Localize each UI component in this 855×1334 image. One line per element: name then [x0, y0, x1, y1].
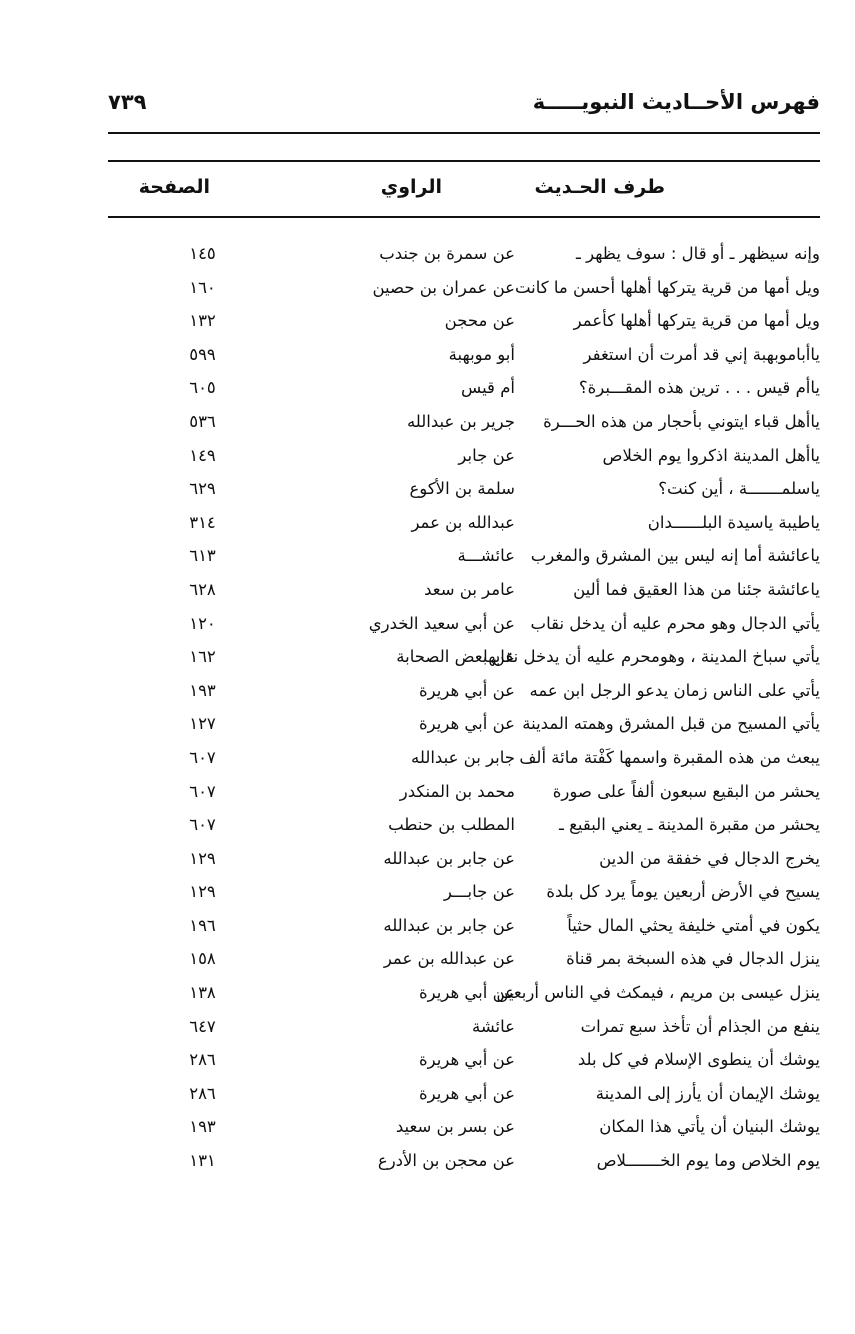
table-row — [108, 1147, 820, 1181]
page-reference: ١٥٨ — [189, 949, 216, 969]
table-row — [108, 710, 820, 744]
page-reference: ٦٠٧ — [189, 747, 216, 767]
page-reference: ١٤٥ — [189, 244, 216, 263]
narrator: عن أبي هريرة — [419, 1083, 515, 1103]
hadith-incipit: ويل أمها من قرية يتركها أهلها أحسن ما كانت — [514, 277, 820, 297]
hadith-incipit: ويل أمها من قرية يتركها أهلها كأعمر — [573, 311, 820, 331]
table-row — [108, 341, 820, 375]
hadith-incipit: ياأهل المدينة اذكروا يوم الخلاص — [602, 445, 820, 465]
page-reference: ١٣١ — [189, 1151, 216, 1171]
hadith-incipit: وإنه سيظهر ـ أو قال : سوف يظهر ـ — [576, 244, 820, 263]
narrator: عن أبي هريرة — [419, 680, 515, 700]
narrator: عائشة — [471, 1016, 515, 1036]
page-reference: ٦٤٧ — [189, 1016, 216, 1036]
page-reference: ٦٠٧ — [189, 781, 216, 801]
narrator: عبدالله بن عمر — [411, 512, 515, 532]
narrator: عن محجن — [444, 311, 515, 331]
table-row — [108, 912, 820, 946]
table-row — [108, 811, 820, 845]
running-title: فهرس الأحــاديث النبويـــــة — [532, 90, 820, 114]
table-header-rule — [108, 216, 820, 218]
narrator: سلمة بن الأكوع — [409, 479, 515, 499]
table-row — [108, 408, 820, 442]
narrator: عن سمرة بن جندب — [379, 244, 515, 263]
hadith-incipit: يوم الخلاص وما يوم الخـــــــلاص — [596, 1151, 820, 1171]
table-header — [108, 168, 820, 212]
table-row — [108, 845, 820, 879]
index-table-body — [108, 240, 820, 1181]
table-row — [108, 576, 820, 610]
narrator: أم قيس — [461, 378, 515, 398]
page-reference: ١٢٩ — [189, 848, 216, 868]
narrator: عن أبي هريرة — [419, 983, 515, 1003]
page-reference: ٦٠٧ — [189, 815, 216, 835]
hadith-incipit: يأتي الدجال وهو محرم عليه أن يدخل نقاب — [530, 613, 820, 633]
table-row — [108, 274, 820, 308]
page-reference: ١٦٠ — [189, 277, 216, 297]
table-row — [108, 1113, 820, 1147]
narrator: عن عمران بن حصين — [372, 277, 515, 297]
page-reference: ١٢٧ — [189, 714, 216, 734]
table-row — [108, 1046, 820, 1080]
page-reference: ١٣٢ — [189, 311, 216, 331]
page-reference: ٦٢٩ — [189, 479, 216, 499]
table-row — [108, 374, 820, 408]
hadith-incipit: ينزل عيسى بن مريم ، فيمكث في الناس أربعين — [496, 983, 820, 1003]
table-row — [108, 509, 820, 543]
hadith-incipit: ياعائشة جئنا من هذا العقيق فما ألين — [573, 579, 820, 599]
column-header-hadith: طرف الحـديث — [534, 176, 665, 198]
page-reference: ٦٢٨ — [189, 579, 216, 599]
hadith-incipit: يوشك الإيمان أن يأرز إلى المدينة — [595, 1083, 820, 1103]
table-row — [108, 442, 820, 476]
header-rule — [108, 132, 820, 134]
narrator: عن جابر بن عبدالله — [383, 848, 515, 868]
hadith-incipit: ياسلمـــــــة ، أين كنت؟ — [658, 479, 820, 499]
narrator: عن أبي سعيد الخدري — [368, 613, 515, 633]
table-row — [108, 240, 820, 274]
narrator: عن بسر بن سعيد — [395, 1117, 515, 1137]
narrator: عن أبي هريرة — [419, 1050, 515, 1070]
narrator: عن بعض الصحابة — [396, 647, 515, 667]
table-row — [108, 945, 820, 979]
table-row — [108, 778, 820, 812]
hadith-incipit: يوشك أن ينطوى الإسلام في كل بلد — [577, 1050, 820, 1070]
page-reference: ١٦٢ — [189, 647, 216, 667]
table-row — [108, 542, 820, 576]
page-reference: ١٢٩ — [189, 882, 216, 902]
page-reference: ٢٨٦ — [189, 1083, 216, 1103]
table-row — [108, 475, 820, 509]
narrator: عامر بن سعد — [424, 579, 515, 599]
hadith-incipit: يخرج الدجال في خفقة من الدين — [599, 848, 820, 868]
narrator: جرير بن عبدالله — [406, 411, 515, 431]
page-reference: ٢٨٦ — [189, 1050, 216, 1070]
page-reference: ١٩٣ — [189, 1117, 216, 1137]
table-row — [108, 744, 820, 778]
hadith-incipit: يوشك البنيان أن يأتي هذا المكان — [599, 1117, 820, 1137]
hadith-incipit: يكون في أمتي خليفة يحثي المال حثياً — [567, 915, 820, 935]
table-row — [108, 1080, 820, 1114]
table-row — [108, 307, 820, 341]
page-reference: ١٤٩ — [189, 445, 216, 465]
hadith-incipit: ينزل الدجال في هذه السبخة بمر قناة — [566, 949, 820, 969]
table-top-rule — [108, 160, 820, 162]
hadith-incipit: يأتي سباخ المدينة ، وهومحرم عليه أن يدخل نقابها — [483, 647, 820, 667]
narrator: جابر بن عبدالله — [411, 747, 515, 767]
page-reference: ١٢٠ — [189, 613, 216, 633]
hadith-incipit: ياأهل قباء ايتوني بأحجار من هذه الحـــرة — [543, 411, 820, 431]
column-header-page: الصفحة — [138, 176, 210, 198]
page-header — [108, 80, 820, 124]
hadith-incipit: يأتي المسيح من قبل المشرق وهمته المدينة — [522, 714, 820, 734]
hadith-incipit: يحشر من البقيع سبعون ألفاً على صورة — [552, 781, 820, 801]
page-reference: ٥٣٦ — [189, 411, 216, 431]
narrator: عن عبدالله بن عمر — [383, 949, 515, 969]
narrator: عن أبي هريرة — [419, 714, 515, 734]
hadith-incipit: يسيح في الأرض أربعين يوماً يرد كل بلدة — [546, 882, 820, 902]
narrator: محمد بن المنكدر — [399, 781, 515, 801]
hadith-incipit: ياعائشة أما إنه ليس بين المشرق والمغرب — [530, 546, 820, 566]
narrator: عن جابر بن عبدالله — [383, 915, 515, 935]
narrator: المطلب بن حنطب — [388, 815, 515, 835]
hadith-incipit: ياأباموبهبة إني قد أمرت أن استغفر — [583, 344, 820, 364]
page-reference: ١٩٦ — [189, 915, 216, 935]
page-reference: ٣١٤ — [189, 512, 216, 532]
table-row — [108, 677, 820, 711]
table-row — [108, 1013, 820, 1047]
table-row — [108, 878, 820, 912]
hadith-incipit: ياأم قيس . . . ترين هذه المقـــبرة؟ — [578, 378, 820, 398]
page-reference: ٦١٣ — [189, 546, 216, 566]
table-row — [108, 610, 820, 644]
page-reference: ١٣٨ — [189, 983, 216, 1003]
hadith-incipit: ياطيبة ياسيدة البلــــــدان — [647, 512, 820, 532]
hadith-incipit: يحشر من مقبرة المدينة ـ يعني البقيع ـ — [559, 815, 820, 835]
page-reference: ١٩٣ — [189, 680, 216, 700]
narrator: عن محجن بن الأدرع — [377, 1151, 515, 1171]
hadith-incipit: يبعث من هذه المقبرة واسمها كَفْتة مائة ألف — [519, 747, 820, 767]
page-reference: ٥٩٩ — [189, 344, 216, 364]
narrator: عن جابر — [458, 445, 515, 465]
column-header-rawi: الراوي — [380, 176, 442, 198]
hadith-incipit: يأتي على الناس زمان يدعو الرجل ابن عمه — [529, 680, 820, 700]
narrator: أبو موبهبة — [448, 344, 515, 364]
table-row — [108, 979, 820, 1013]
narrator: عائشـــة — [457, 546, 515, 566]
page-number: ٧٣٩ — [108, 90, 147, 114]
hadith-incipit: ينفع من الجذام أن تأخذ سبع تمرات — [580, 1016, 820, 1036]
page-reference: ٦٠٥ — [189, 378, 216, 398]
table-row — [108, 643, 820, 677]
narrator: عن جابـــر — [443, 882, 515, 902]
